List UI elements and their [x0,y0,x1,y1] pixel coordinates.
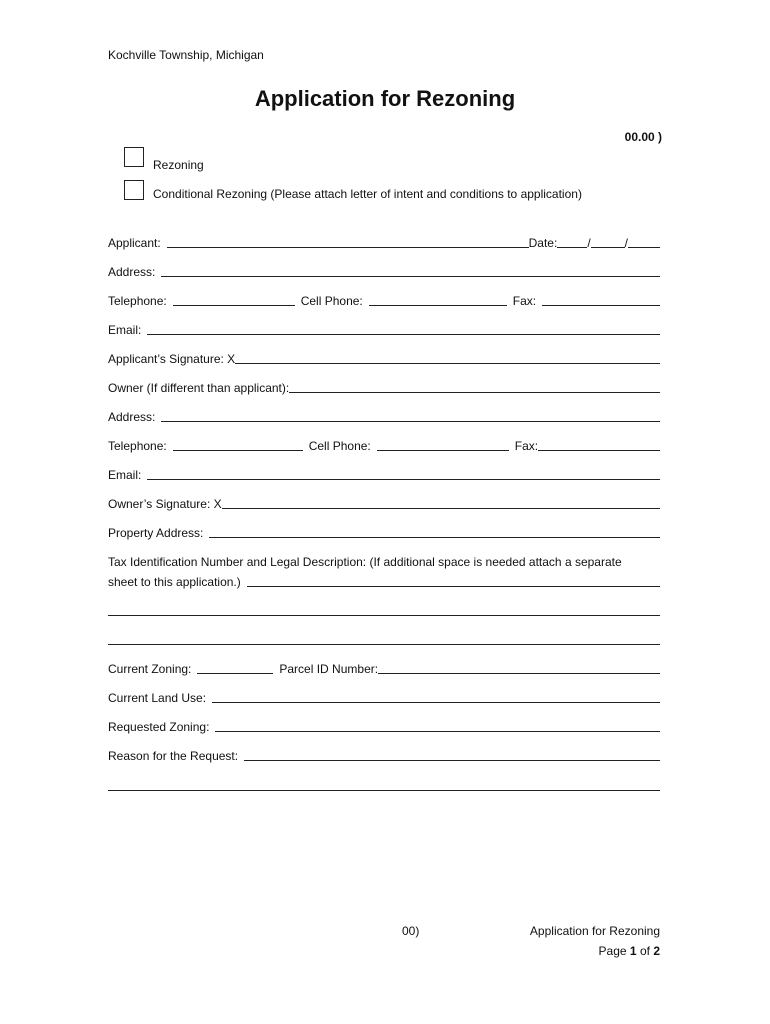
current-land-use-row [108,691,660,705]
email-row [108,323,660,337]
date-separator: / [624,236,628,250]
owner-name-field[interactable] [289,381,660,393]
owner-email-label: Email: [108,468,142,482]
owner-fax-field[interactable] [538,439,660,451]
cell-phone-field[interactable] [369,294,507,306]
reason-continuation-line[interactable] [108,790,660,791]
property-address-row [108,526,660,540]
applicant-signature-label: Applicant’s Signature: X [108,352,236,366]
owner-email-field[interactable] [147,468,660,480]
tax-id-instructions: Tax Identification Number and Legal Description: (If additional space is needed attach a separate [108,555,622,569]
date-year-field[interactable] [628,236,660,248]
current-zoning-label: Current Zoning: [108,662,192,676]
parcel-id-label: Parcel ID Number: [279,662,379,676]
address-field[interactable] [161,265,660,277]
conditional-rezoning-checkbox-label: Conditional Rezoning (Please attach letter of intent and conditions to application) [153,187,582,201]
current-land-use-field[interactable] [212,691,660,703]
phone-row [108,294,660,308]
current-land-use-label: Current Land Use: [108,691,207,705]
reason-row [108,749,660,763]
owner-address-field[interactable] [161,410,660,422]
owner-signature-row [108,497,660,511]
property-address-label: Property Address: [108,526,204,540]
reason-label: Reason for the Request: [108,749,239,763]
owner-phone-row [108,439,660,453]
owner-telephone-label: Telephone: [108,439,167,453]
date-separator: / [587,236,591,250]
page-indicator [599,944,660,958]
cell-phone-label: Cell Phone: [300,294,363,308]
telephone-field[interactable] [173,294,295,306]
applicant-name-field[interactable] [167,236,529,248]
zoning-parcel-row [108,662,660,676]
footer-document-title: Application for Rezoning [529,924,660,938]
owner-signature-label: Owner’s Signature: X [108,497,222,511]
current-zoning-field[interactable] [197,662,273,674]
applicant-row [108,236,660,250]
rezoning-checkbox-label: Rezoning [153,158,204,172]
municipality-header: Kochville Township, Michigan [108,48,264,62]
rezoning-checkbox[interactable] [124,147,144,167]
tax-id-field[interactable] [247,575,660,587]
address-row [108,265,660,279]
property-address-field[interactable] [209,526,660,538]
parcel-id-field[interactable] [378,662,660,674]
page-current: 1 [629,944,637,958]
owner-address-row [108,410,660,424]
reason-field[interactable] [244,749,660,761]
form-code: 00.00 ) [624,130,662,144]
owner-fax-label: Fax: [514,439,539,453]
date-month-field[interactable] [557,236,587,248]
page-title: Application for Rezoning [254,86,516,111]
conditional-rezoning-checkbox[interactable] [124,180,144,200]
owner-label: Owner (If different than applicant): [108,381,290,395]
requested-zoning-label: Requested Zoning: [108,720,210,734]
page-total: 2 [653,944,660,958]
fax-field[interactable] [542,294,660,306]
owner-cell-phone-label: Cell Phone: [308,439,371,453]
requested-zoning-field[interactable] [215,720,660,732]
email-label: Email: [108,323,142,337]
tax-id-row [108,575,660,589]
owner-cell-phone-field[interactable] [377,439,509,451]
page-word: Page [598,944,627,958]
address-label: Address: [108,265,156,279]
applicant-signature-row [108,352,660,366]
telephone-label: Telephone: [108,294,167,308]
date-label: Date: [528,236,558,250]
owner-email-row [108,468,660,482]
date-day-field[interactable] [591,236,625,248]
owner-telephone-field[interactable] [173,439,303,451]
footer-code: 00) [402,924,420,938]
owner-address-label: Address: [108,410,156,424]
applicant-signature-field[interactable] [235,352,660,364]
owner-row [108,381,660,395]
legal-description-line[interactable] [108,644,660,645]
fax-label: Fax: [512,294,537,308]
owner-signature-field[interactable] [222,497,660,509]
tax-id-label: sheet to this application.) [108,575,241,589]
applicant-label: Applicant: [108,236,161,250]
requested-zoning-row [108,720,660,734]
email-field[interactable] [147,323,660,335]
legal-description-line[interactable] [108,615,660,616]
page-of: of [639,944,650,958]
